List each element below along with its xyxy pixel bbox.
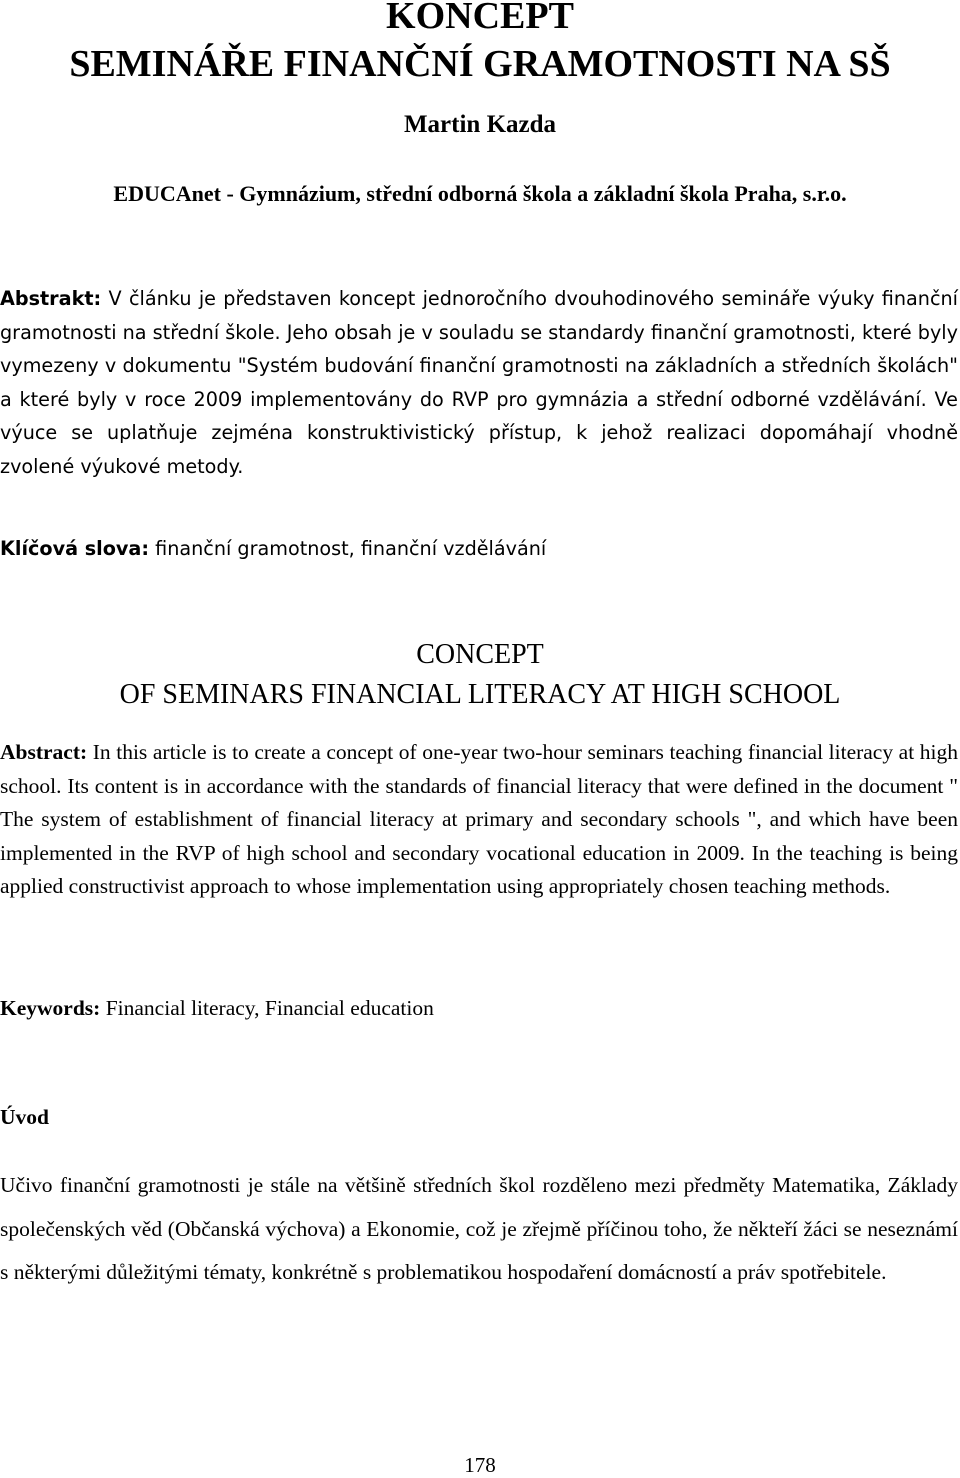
- abstract-czech-text: V článku je představen koncept jednoročního dvouhodinového semináře výuky finanční gramotnosti na střední škole. Jeho obsah je v souladu se standardy finanční gramotnosti, které byly vymezeny v dokumentu "Systém budování finanční gramotnosti na základních a středních školách" a které byly v roce 2009 implementovány do RVP pro gymnázia a střední odborné vzdělávání. Ve výuce se uplatňuje zejména konstruktivistický přístup, k jehož realizaci dopomáhají vhodně zvolené výukové metody.: [0, 287, 958, 478]
- keywords-english: [0, 992, 958, 1025]
- page-number: 178: [464, 1453, 496, 1477]
- abstract-english-label: Abstract:: [0, 740, 88, 764]
- author-name: Martin Kazda: [403, 111, 557, 138]
- abstract-english: [0, 736, 958, 904]
- abstract-english-text: In this article is to create a concept of one-year two-hour seminars teaching financial literacy at high school. Its content is in accordance with the standards of financial literacy that were defined in the document " The system of establishment of financial literacy at primary and secondary schools ", and which have been implemented in the RVP of high school and secondary vocational education in 2009. In the teaching is being applied constructivist approach to whose implementation using appropriately chosen teaching methods.: [0, 740, 958, 898]
- title-line-2: SEMINÁŘE FINANČNÍ GRAMOTNOSTI NA SŠ: [69, 43, 891, 85]
- english-title-line-1: CONCEPT: [416, 639, 544, 670]
- keywords-czech-label: Klíčová slova:: [0, 537, 150, 560]
- keywords-czech-text: finanční gramotnost, finanční vzdělávání: [149, 537, 547, 560]
- abstract-czech: [0, 282, 958, 484]
- abstract-czech-label: Abstrakt:: [0, 287, 102, 310]
- title-line-1: KONCEPT: [386, 0, 574, 37]
- section-heading-intro: Úvod: [0, 1105, 49, 1129]
- keywords-czech: [0, 532, 958, 565]
- english-title-line-2: OF SEMINARS FINANCIAL LITERACY AT HIGH SCHOOL: [119, 679, 841, 710]
- keywords-english-label: Keywords:: [0, 996, 101, 1020]
- intro-paragraph: Učivo finanční gramotnosti je stále na většině středních škol rozděleno mezi předměty Matematika, Základy společenských věd (Občanská výchova) a Ekonomie, což je zřejmě příčinou toho, že někteří žáci se neseznámí s některými důležitými tématy, konkrétně s problematikou hospodaření domácností a práv spotřebitele.: [0, 1173, 958, 1285]
- author-affiliation: EDUCAnet - Gymnázium, střední odborná škola a základní škola Praha, s.r.o.: [113, 181, 847, 206]
- keywords-english-text: Financial literacy, Financial education: [100, 996, 434, 1020]
